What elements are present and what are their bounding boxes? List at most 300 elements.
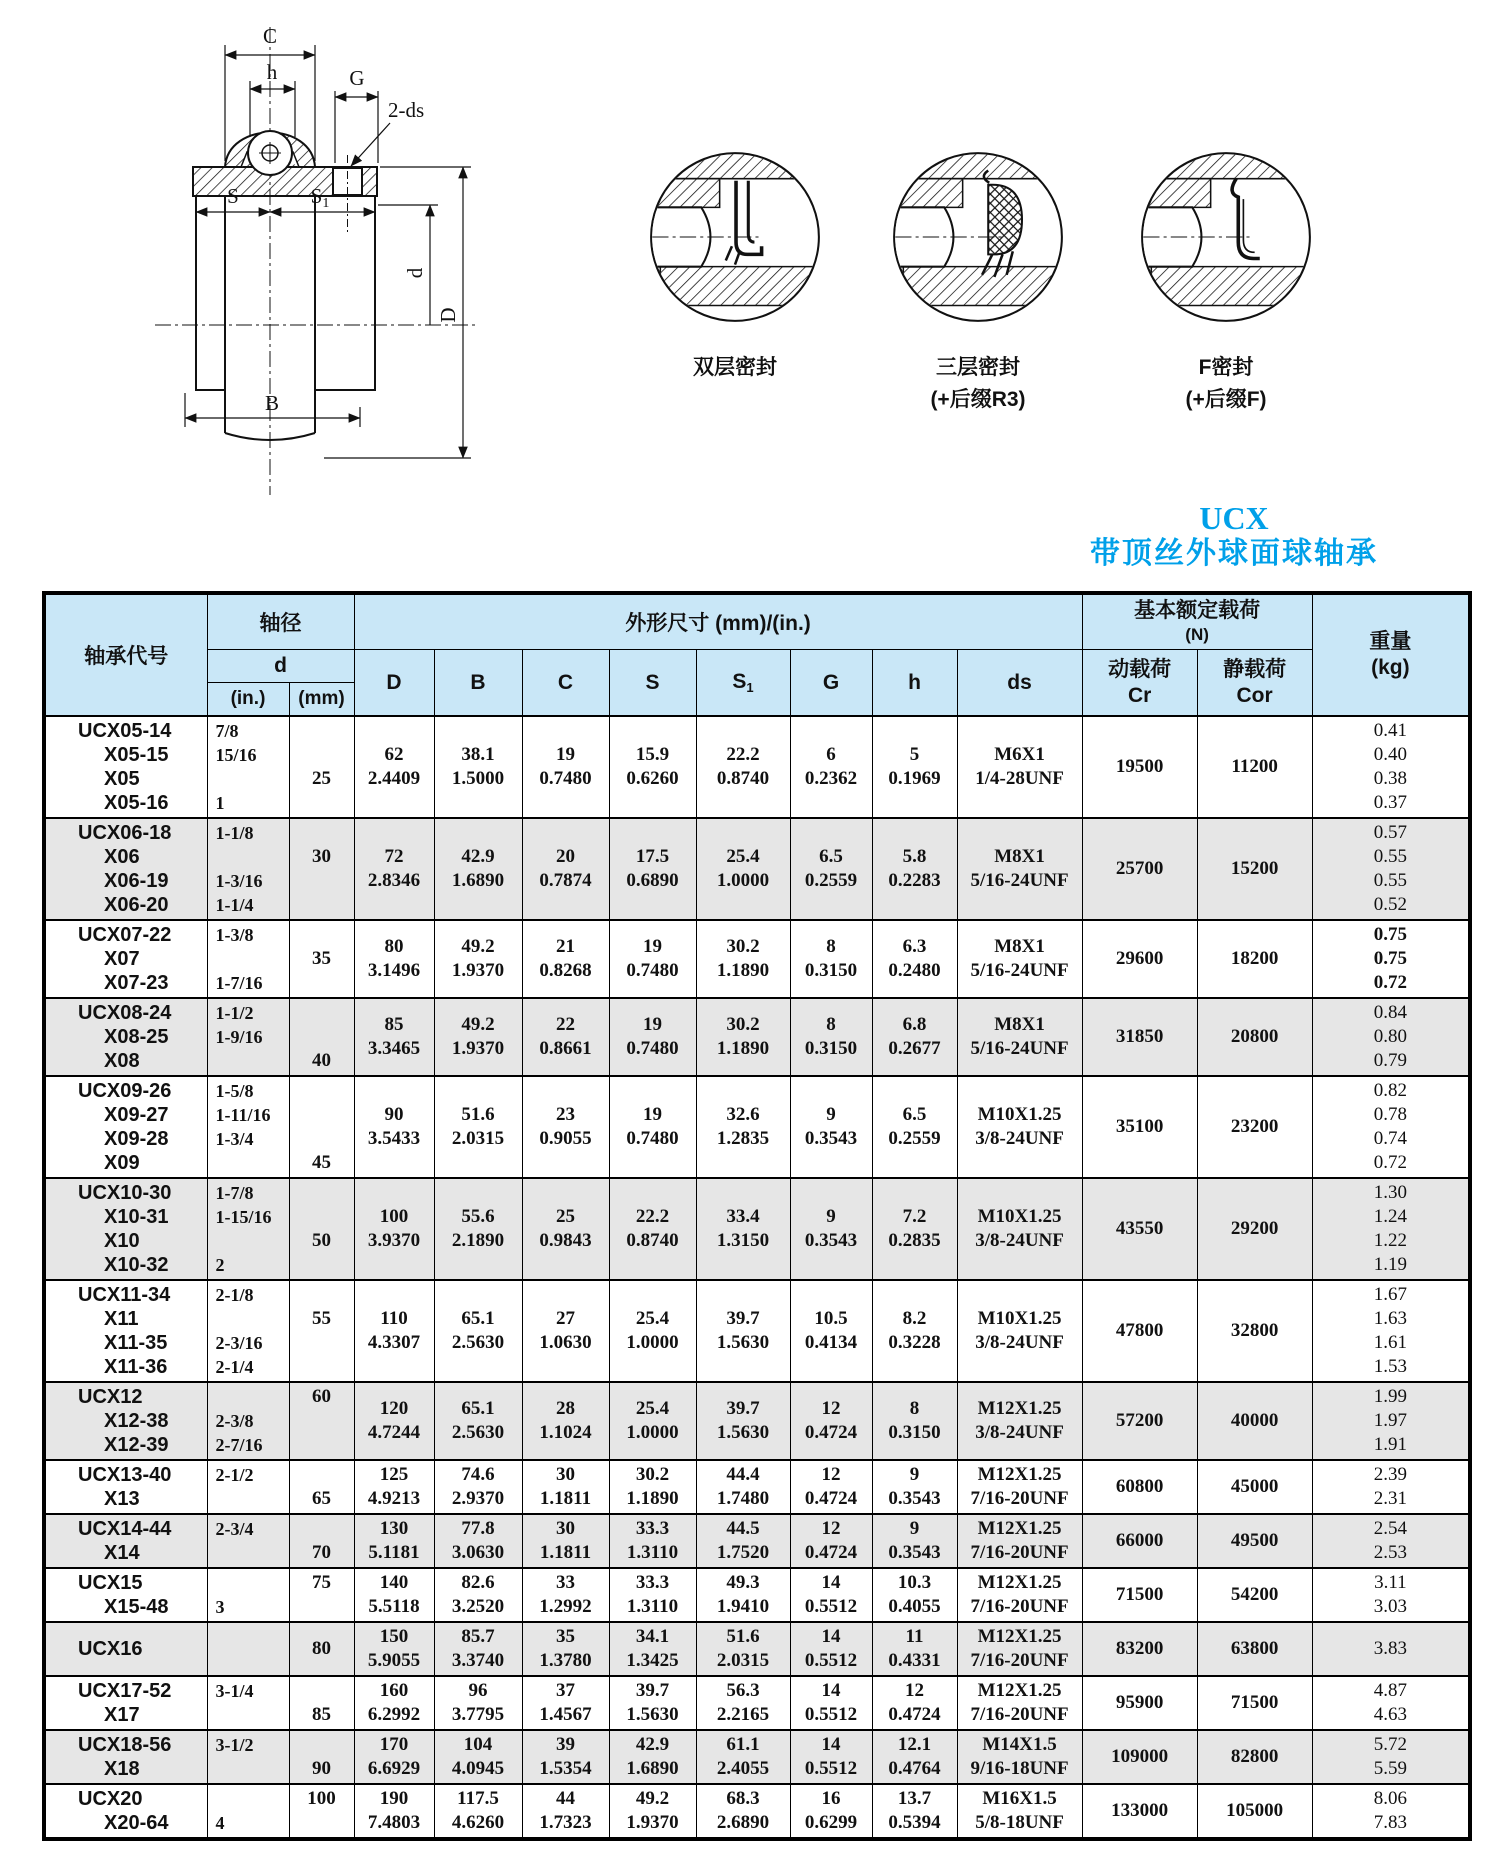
cell-inch <box>207 1568 289 1622</box>
cell-inch <box>207 1730 289 1784</box>
cell-line: 0.7874 <box>539 870 592 891</box>
cell-line: 1-11/16 <box>215 1105 271 1125</box>
cell-line: 0.5512 <box>804 1758 858 1779</box>
cell-line: UCX05-14 <box>78 720 172 742</box>
cell-line: X09-27 <box>104 1104 169 1126</box>
cell-cr <box>1082 1514 1197 1568</box>
cell-cor <box>1197 1076 1312 1178</box>
header-col-D: D <box>354 650 434 717</box>
cell-mm <box>289 1730 354 1784</box>
cell-C <box>522 716 609 818</box>
cell-S1 <box>696 1676 790 1730</box>
cell-line: 0.41 <box>1373 720 1407 741</box>
cell-line: 39.7 <box>726 1398 760 1419</box>
cell-weight <box>1312 1076 1470 1178</box>
cell-B <box>434 1676 522 1730</box>
cell-line: 4.87 <box>1373 1680 1407 1701</box>
cell-line: 9/16-18UNF <box>970 1758 1069 1779</box>
cell-B <box>434 818 522 920</box>
cell-ds <box>957 1178 1082 1280</box>
cell-D <box>354 1676 434 1730</box>
cell-line: UCX20 <box>78 1788 143 1810</box>
cell-line: 6.8 <box>902 1014 927 1035</box>
cell-code <box>44 1568 207 1622</box>
cell-line: 37 <box>556 1680 575 1701</box>
cell-line: 5.1181 <box>368 1542 420 1563</box>
header-col-ds: ds <box>957 650 1082 717</box>
cell-line: 13.7 <box>897 1788 932 1809</box>
cell-inch <box>207 716 289 818</box>
cell-line: 15200 <box>1230 858 1279 879</box>
table-row <box>44 920 1470 998</box>
header-weight: 重量 (kg) <box>1312 593 1470 716</box>
cell-inch <box>207 1280 289 1382</box>
cell-S <box>609 1076 696 1178</box>
cell-line <box>208 845 289 869</box>
table-row <box>44 1280 1470 1382</box>
cell-code <box>44 1730 207 1784</box>
cell-line: 0.4331 <box>888 1650 941 1671</box>
cell-S1 <box>696 1514 790 1568</box>
cell-line: 12 <box>821 1464 841 1485</box>
cell-cor <box>1197 1784 1312 1839</box>
cell-cor <box>1197 1622 1312 1676</box>
cell-line: M10X1.25 <box>977 1104 1062 1125</box>
cell-line <box>290 791 354 815</box>
cell-cor <box>1197 1280 1312 1382</box>
cell-line: 43550 <box>1115 1218 1164 1239</box>
cell-line: 2.5630 <box>451 1422 505 1443</box>
header-static-load: 静载荷 Cor <box>1197 650 1312 717</box>
cell-ds <box>957 1784 1082 1839</box>
cell-line: 20 <box>556 846 575 867</box>
cell-line: 1.0630 <box>539 1332 592 1353</box>
cell-ds <box>957 818 1082 920</box>
cell-code <box>44 1382 207 1460</box>
cell-B <box>434 1076 522 1178</box>
cell-line: 32.6 <box>726 1104 760 1125</box>
cell-line: 33.3 <box>635 1518 670 1539</box>
cell-line: UCX16 <box>78 1638 143 1660</box>
cell-line: 5.5118 <box>368 1596 420 1617</box>
cell-line: 33.4 <box>726 1206 760 1227</box>
table-row <box>44 716 1470 818</box>
cell-line: 1-7/8 <box>215 1183 254 1203</box>
cell-line: 0.1969 <box>888 768 941 789</box>
cell-line: 14 <box>821 1734 841 1755</box>
cell-line: 19 <box>643 936 662 957</box>
cell-inch <box>207 920 289 998</box>
cell-line <box>290 1181 354 1205</box>
cell-line: 12 <box>821 1518 841 1539</box>
cell-h <box>872 1382 957 1460</box>
cell-code <box>44 1514 207 1568</box>
cell-line: X14 <box>104 1542 140 1564</box>
cell-weight <box>1312 1676 1470 1730</box>
cell-D <box>354 818 434 920</box>
cell-line <box>290 1079 354 1103</box>
cell-line: 49.2 <box>461 936 495 957</box>
cell-G <box>790 1622 872 1676</box>
cell-line: UCX09-26 <box>78 1080 172 1102</box>
cell-D <box>354 1076 434 1178</box>
cell-S <box>609 1382 696 1460</box>
cell-line <box>290 1025 354 1049</box>
cell-line: M8X1 <box>994 846 1045 867</box>
cell-line: 1.6890 <box>451 870 505 891</box>
cell-weight <box>1312 998 1470 1076</box>
housing-body <box>196 196 375 440</box>
cell-line <box>290 743 354 767</box>
cell-line: 17.5 <box>635 846 670 867</box>
cell-line: 0.2559 <box>888 1128 941 1149</box>
cell-line: 1.9370 <box>451 1038 505 1059</box>
cell-cr <box>1082 818 1197 920</box>
cell-weight <box>1312 1460 1470 1514</box>
cell-line <box>290 1283 354 1307</box>
cell-line: 22 <box>556 1014 575 1035</box>
cell-line: 3-1/2 <box>215 1735 254 1755</box>
cell-line: 85 <box>384 1014 404 1035</box>
cell-line: 1-1/2 <box>215 1003 254 1023</box>
cell-line: 12 <box>905 1680 924 1701</box>
cell-weight <box>1312 818 1470 920</box>
cell-line: 96 <box>468 1680 488 1701</box>
cell-h <box>872 1730 957 1784</box>
cell-line: 2.9370 <box>451 1488 505 1509</box>
cell-line <box>208 1385 289 1409</box>
cell-line: 1.22 <box>1373 1230 1407 1251</box>
cell-line <box>208 1229 289 1253</box>
cell-line: 7.2 <box>902 1206 927 1227</box>
cell-line: 9 <box>826 1206 836 1227</box>
cell-C <box>522 1382 609 1460</box>
cell-h <box>872 1622 957 1676</box>
cell-line: 90 <box>312 1758 331 1779</box>
cell-line: 45000 <box>1230 1476 1279 1497</box>
cell-line: 15/16 <box>215 745 257 765</box>
cell-G <box>790 998 872 1076</box>
cell-line: 34.1 <box>635 1626 670 1647</box>
table-row <box>44 998 1470 1076</box>
cell-line: 30 <box>312 846 331 867</box>
cell-S <box>609 1622 696 1676</box>
cell-code <box>44 1460 207 1514</box>
cell-line <box>290 893 354 917</box>
cell-line: 0.74 <box>1373 1128 1407 1149</box>
cell-line: 0.52 <box>1373 894 1407 915</box>
cell-line <box>290 719 354 743</box>
cell-h <box>872 1178 957 1280</box>
cell-line: 1.4567 <box>539 1704 592 1725</box>
cell-line: 3.03 <box>1373 1596 1407 1617</box>
cell-D <box>354 1784 434 1839</box>
cell-line: 0.3228 <box>888 1332 941 1353</box>
cell-line: 0.7480 <box>626 1038 679 1059</box>
cell-line: 27 <box>556 1308 575 1329</box>
cell-line: 14 <box>821 1626 841 1647</box>
cell-h <box>872 1460 957 1514</box>
cell-G <box>790 716 872 818</box>
cell-C <box>522 1280 609 1382</box>
cell-line: 39.7 <box>726 1308 760 1329</box>
cell-ds <box>957 920 1082 998</box>
cell-line: X11 <box>104 1308 139 1330</box>
cell-line: X05-16 <box>104 792 169 814</box>
cell-line: 40000 <box>1230 1410 1279 1431</box>
cell-line: 9 <box>909 1464 920 1485</box>
cell-line: 25.4 <box>635 1308 670 1329</box>
cell-mm <box>289 1622 354 1676</box>
cell-cr <box>1082 1178 1197 1280</box>
cell-line: 83200 <box>1115 1638 1164 1659</box>
cell-line: 18200 <box>1230 948 1279 969</box>
cell-line: 2.31 <box>1373 1488 1407 1509</box>
cell-line: 44 <box>556 1788 575 1809</box>
cell-line: 9 <box>826 1104 836 1125</box>
cell-line <box>290 1331 354 1355</box>
cell-line: 105000 <box>1226 1800 1284 1821</box>
cell-ds <box>957 1382 1082 1460</box>
cell-D <box>354 1460 434 1514</box>
cell-line: UCX14-44 <box>78 1518 172 1540</box>
cell-inch <box>207 1514 289 1568</box>
cell-line: 0.3150 <box>804 960 858 981</box>
cell-line: 0.3150 <box>804 1038 858 1059</box>
cell-line: 39 <box>556 1734 575 1755</box>
cell-line: X08-25 <box>104 1026 169 1048</box>
cell-line: 133000 <box>1111 1800 1169 1821</box>
cell-line: 110 <box>380 1308 408 1329</box>
cell-line: 7/16-20UNF <box>970 1650 1069 1671</box>
cell-h <box>872 920 957 998</box>
cell-code <box>44 1676 207 1730</box>
cell-line: M12X1.25 <box>977 1518 1062 1539</box>
spec-header <box>44 593 1470 716</box>
cell-line: 1.7323 <box>539 1812 592 1833</box>
cell-line: 0.5512 <box>804 1650 858 1671</box>
cell-line: 1.30 <box>1373 1182 1407 1203</box>
cell-line: UCX11-34 <box>78 1284 171 1306</box>
cell-line: 1.5630 <box>716 1332 770 1353</box>
cell-mm <box>289 920 354 998</box>
cell-line: 0.2559 <box>804 870 858 891</box>
cell-line: 1.5354 <box>539 1758 592 1779</box>
cell-line: 2.4055 <box>716 1758 770 1779</box>
cell-line: X10 <box>104 1230 140 1252</box>
cell-line: 1.0000 <box>626 1332 679 1353</box>
cell-cor <box>1197 1730 1312 1784</box>
cell-line: X12-38 <box>104 1410 169 1432</box>
cell-line: 0.6260 <box>626 768 679 789</box>
series-code: UCX <box>1199 500 1269 536</box>
cell-line: 1.24 <box>1373 1206 1407 1227</box>
cell-line: 0.55 <box>1373 870 1407 891</box>
cell-line: 0.3543 <box>804 1230 858 1251</box>
cell-D <box>354 1280 434 1382</box>
cell-C <box>522 1568 609 1622</box>
seal-figure-triple <box>888 148 1068 416</box>
cell-line: 29200 <box>1230 1218 1279 1239</box>
cell-line: 8 <box>909 1398 920 1419</box>
cell-inch <box>207 818 289 920</box>
cell-line: 7/16-20UNF <box>970 1488 1069 1509</box>
cell-line: 1.5630 <box>716 1422 770 1443</box>
cell-line: 35 <box>556 1626 575 1647</box>
cell-line: 85.7 <box>461 1626 495 1647</box>
cell-line: 0.4724 <box>804 1422 858 1443</box>
cell-line: M12X1.25 <box>977 1680 1062 1701</box>
cell-line: 68.3 <box>726 1788 760 1809</box>
cell-code <box>44 998 207 1076</box>
cell-line: M14X1.5 <box>982 1734 1057 1755</box>
cell-line: 0.3543 <box>888 1488 941 1509</box>
cell-line: X13 <box>104 1488 140 1510</box>
cell-line: 85 <box>312 1704 331 1725</box>
cell-line: 5.9055 <box>367 1650 421 1671</box>
cell-line: 0.8268 <box>539 960 592 981</box>
cell-line: 25.4 <box>635 1398 670 1419</box>
cell-line: 32800 <box>1230 1320 1279 1341</box>
cell-line: 1-15/16 <box>215 1207 272 1227</box>
cell-line <box>208 767 289 791</box>
cell-line <box>208 1541 289 1565</box>
table-row <box>44 1676 1470 1730</box>
cell-line: 44.4 <box>726 1464 760 1485</box>
cell-line: 0.72 <box>1373 972 1407 993</box>
cell-line: 6.5 <box>819 846 843 867</box>
cell-S1 <box>696 1076 790 1178</box>
cell-S1 <box>696 1178 790 1280</box>
cell-weight <box>1312 1622 1470 1676</box>
cell-line: M12X1.25 <box>977 1398 1062 1419</box>
cell-line: 0.7480 <box>539 768 592 789</box>
cell-S <box>609 1514 696 1568</box>
cell-D <box>354 1178 434 1280</box>
cell-line: 3.1496 <box>367 960 421 981</box>
cell-S1 <box>696 716 790 818</box>
cell-line: 117.5 <box>457 1788 499 1809</box>
cell-line <box>208 1307 289 1331</box>
cell-line: 61.1 <box>726 1734 760 1755</box>
cell-line: 0.6299 <box>804 1812 858 1833</box>
cell-line: 1.61 <box>1373 1332 1407 1353</box>
cell-line: 16 <box>821 1788 841 1809</box>
cell-line: 4.0945 <box>451 1758 505 1779</box>
cell-cor <box>1197 998 1312 1076</box>
cell-line: 0.7480 <box>626 960 679 981</box>
cell-line: X11-36 <box>104 1356 168 1378</box>
cell-line: 0.3543 <box>804 1128 858 1149</box>
table-row <box>44 1622 1470 1676</box>
cell-line: 1.67 <box>1373 1284 1407 1305</box>
cell-code <box>44 1076 207 1178</box>
cell-line: X09 <box>104 1152 140 1174</box>
cell-h <box>872 1280 957 1382</box>
cell-S1 <box>696 1280 790 1382</box>
cell-line: 5.72 <box>1373 1734 1407 1755</box>
cell-line <box>290 1409 354 1433</box>
cell-line: 2.39 <box>1373 1464 1407 1485</box>
cell-line: 2.4409 <box>367 768 421 789</box>
cell-line: 2 <box>215 1255 225 1275</box>
cell-line: 0.72 <box>1373 1152 1407 1173</box>
cell-C <box>522 1784 609 1839</box>
dim-label-h: h <box>266 60 278 84</box>
cell-line <box>290 1205 354 1229</box>
cell-line: 0.2362 <box>804 768 858 789</box>
cell-line <box>208 947 289 971</box>
cell-line: 1.99 <box>1373 1386 1407 1407</box>
cell-line <box>290 1595 354 1619</box>
cell-line: 3.2520 <box>451 1596 505 1617</box>
cell-line: 19 <box>556 744 575 765</box>
cell-line: 0.9055 <box>539 1128 592 1149</box>
cell-line: 0.75 <box>1373 948 1407 969</box>
cell-G <box>790 920 872 998</box>
cell-line: 30.2 <box>635 1464 670 1485</box>
seal-caption-double: 双层密封 <box>693 356 777 379</box>
cell-line: 7/16-20UNF <box>970 1596 1069 1617</box>
cell-line: X12-39 <box>104 1434 169 1456</box>
cell-line: 8.2 <box>902 1308 927 1329</box>
cell-line: 3.0630 <box>451 1542 505 1563</box>
spec-body <box>44 716 1470 1839</box>
cell-cor <box>1197 1568 1312 1622</box>
cell-line: 2.2165 <box>716 1704 770 1725</box>
cell-h <box>872 1568 957 1622</box>
cell-weight <box>1312 1568 1470 1622</box>
cell-line: 0.8661 <box>539 1038 592 1059</box>
cell-line: 3/8-24UNF <box>975 1230 1064 1251</box>
cell-S1 <box>696 1382 790 1460</box>
cell-cor <box>1197 818 1312 920</box>
cell-line: 130 <box>379 1518 409 1539</box>
cell-line: 30.2 <box>726 1014 760 1035</box>
cell-line: 65.1 <box>461 1308 495 1329</box>
cell-line: 1.53 <box>1373 1356 1407 1377</box>
cell-line: 2.0315 <box>451 1128 505 1149</box>
inner-ring-hatch <box>660 267 818 306</box>
seal-caption-triple-line2: (+后缀R3) <box>930 388 1026 411</box>
cell-line: 0.3150 <box>888 1422 941 1443</box>
cell-h <box>872 716 957 818</box>
cell-line: UCX07-22 <box>78 924 172 946</box>
cell-h <box>872 1784 957 1839</box>
cell-inch <box>207 1382 289 1460</box>
cell-line: 35 <box>312 948 331 969</box>
cell-line: 109000 <box>1111 1746 1169 1767</box>
cell-G <box>790 1514 872 1568</box>
cell-line: 190 <box>379 1788 409 1809</box>
cell-code <box>44 1178 207 1280</box>
cell-C <box>522 1622 609 1676</box>
cell-mm <box>289 1514 354 1568</box>
cell-line: 2.0315 <box>716 1650 770 1671</box>
cell-line: 1-5/8 <box>215 1081 254 1101</box>
cell-line: 2.8346 <box>367 870 421 891</box>
cell-line: 6.3 <box>902 936 927 957</box>
cell-line: 3/8-24UNF <box>975 1128 1064 1149</box>
cell-line: 20800 <box>1230 1026 1279 1047</box>
cell-cr <box>1082 920 1197 998</box>
cell-line: 50 <box>312 1230 331 1251</box>
header-bearing-code: 轴承代号 <box>44 593 207 716</box>
cell-G <box>790 1784 872 1839</box>
spec-table <box>42 591 1472 1841</box>
cell-B <box>434 1568 522 1622</box>
cell-B <box>434 1382 522 1460</box>
